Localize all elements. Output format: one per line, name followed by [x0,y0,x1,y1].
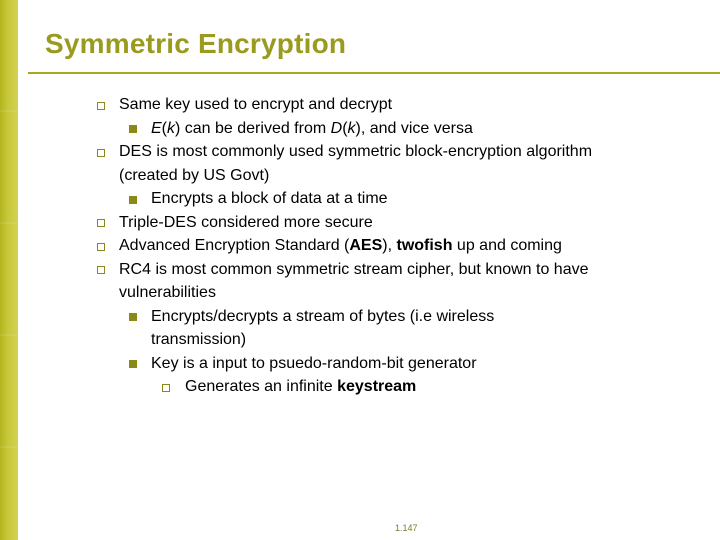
bullet-marker [129,305,137,329]
bullet-text [151,190,388,207]
square-bullet-icon [129,125,137,133]
bullet-item-level-2 [0,117,551,141]
bullet-item-level-2 [0,305,551,352]
bullet-marker [129,352,137,376]
bullet-marker [129,117,137,141]
square-bullet-icon [129,196,137,204]
bullet-text [151,120,473,137]
bullet-item-level-1 [0,93,639,117]
bullet-item-level-1 [0,140,639,187]
bullet-text-segment: Encrypts a block of data at a time [151,190,388,207]
bullet-marker [97,140,105,164]
bullet-text-segment: Same key used to encrypt and decrypt [119,96,393,113]
bullet-text-segment: ( [161,119,167,137]
bullet-text-segment: ( [342,119,348,137]
bullet-marker [129,187,137,211]
bullet-text [119,143,592,184]
bullet-text-segment: twofish [396,237,453,254]
bullet-text-segment: ), [382,237,397,254]
hollow-square-bullet-icon [97,266,105,274]
bullet-item-level-1 [0,234,639,258]
bullet-item-level-1 [0,258,639,305]
square-bullet-icon [129,313,137,321]
bullet-text-segment: k [347,119,356,137]
bullet-text [119,261,589,302]
bullet-item-level-2 [0,187,551,211]
bullet-text-segment: RC4 is most common symmetric stream cipher, but known to have vulnerabilities [119,260,589,301]
title-divider [28,72,720,74]
bullet-item-level-1 [0,211,639,235]
bullet-text-segment: DES is most commonly used symmetric block-encryption algorithm (created by US Govt) [119,143,593,184]
bullet-list [0,93,720,399]
hollow-square-bullet-icon [97,149,105,157]
bullet-item-level-3 [0,375,565,399]
bullet-text-segment: ) can be derived from [175,119,331,137]
bullet-text-segment: D [330,119,343,137]
bullet-item-level-2 [0,352,551,376]
bullet-text-segment: AES [349,237,383,254]
bullet-text [119,96,392,113]
bullet-text [151,355,477,372]
bullet-text [151,308,494,349]
bullet-marker [97,211,105,235]
bullet-marker [97,93,105,117]
hollow-square-bullet-icon [97,219,105,227]
bullet-text [185,378,416,395]
bullet-text-segment: Encrypts/decrypts a stream of bytes (i.e wireless transmission) [151,307,495,348]
hollow-square-bullet-icon [97,243,105,251]
bullet-text-segment: Generates an infinite [185,378,338,395]
bullet-marker [97,258,105,282]
bullet-text-segment: keystream [337,378,417,395]
bullet-marker [97,234,105,258]
bullet-marker [162,375,170,399]
bullet-text-segment: E [151,119,162,137]
bullet-text-segment: Triple-DES considered more secure [119,213,373,231]
slide-title: Symmetric Encryption [45,28,347,59]
bullet-text-segment: Advanced Encryption Standard ( [119,237,350,254]
bullet-text [119,237,562,254]
bullet-text-segment: up and coming [452,237,562,254]
page-number: 1.147 [395,523,418,533]
bullet-text-segment: k [167,119,175,137]
bullet-text [119,214,373,231]
square-bullet-icon [129,360,137,368]
bullet-text-segment: ), and vice versa [355,119,473,137]
hollow-square-bullet-icon [162,384,170,392]
hollow-square-bullet-icon [97,102,105,110]
bullet-text-segment: Key is a input to psuedo-random-bit generator [151,354,477,372]
